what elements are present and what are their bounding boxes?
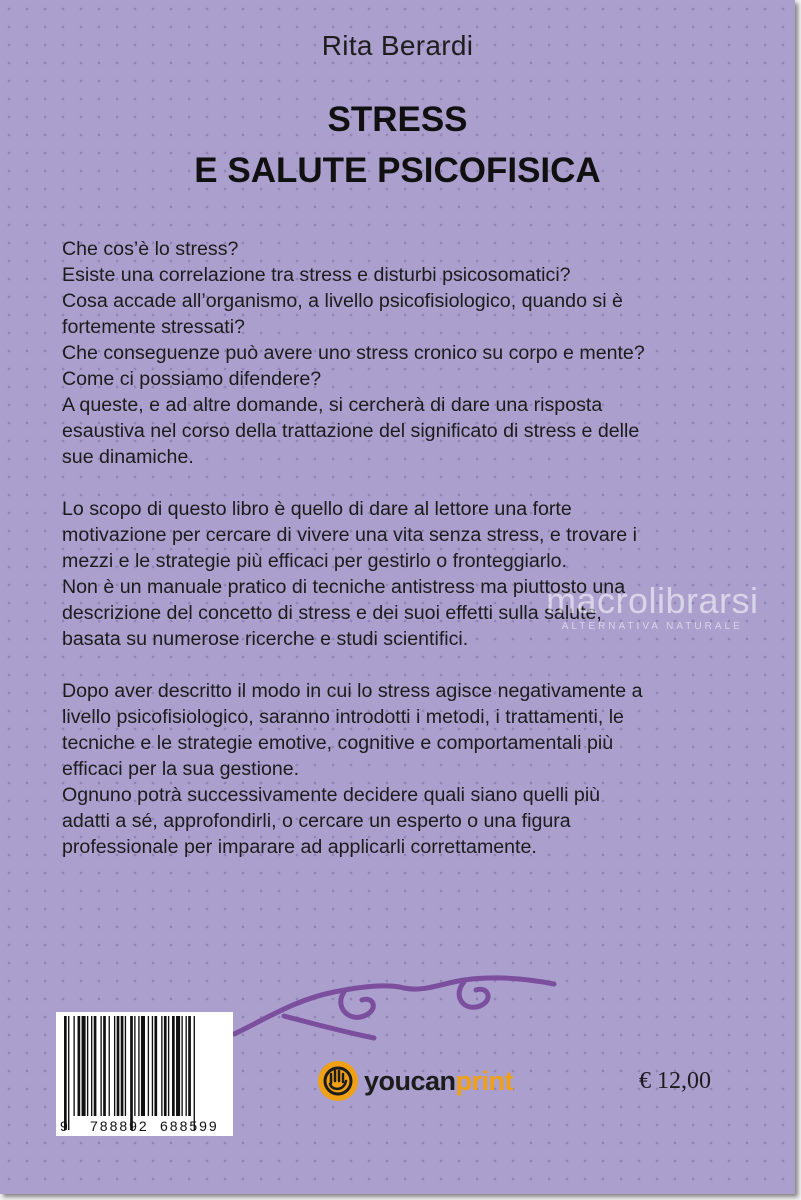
barcode-digit-group-3: 688599 bbox=[160, 1118, 219, 1134]
barcode-bar bbox=[134, 1016, 135, 1116]
barcode-bar bbox=[164, 1016, 167, 1116]
text-line: esaustiva nel corso della trattazione del significato di stress e delle bbox=[62, 420, 640, 442]
barcode-bar bbox=[117, 1016, 120, 1116]
barcode-bar bbox=[68, 1016, 69, 1130]
barcode-bar bbox=[100, 1016, 101, 1116]
text-line: efficaci per la sua gestione. bbox=[62, 758, 300, 780]
barcode-digit-group-2: 788892 bbox=[90, 1118, 149, 1134]
barcode-bar bbox=[121, 1016, 124, 1116]
barcode-bar bbox=[78, 1016, 81, 1116]
publisher-logo bbox=[316, 1059, 513, 1103]
isbn-barcode bbox=[56, 1012, 233, 1136]
blurb-paragraph-1 bbox=[62, 236, 762, 470]
barcode-bar bbox=[141, 1016, 145, 1116]
barcode-digit-group-1: 9 bbox=[60, 1118, 68, 1134]
barcode-bar bbox=[154, 1016, 157, 1116]
hand-circle-icon bbox=[316, 1059, 360, 1103]
barcode-bar bbox=[103, 1016, 106, 1116]
text-line: Che conseguenze può avere uno stress cronico su corpo e mente? bbox=[62, 342, 645, 364]
text-line: Che cos’è lo stress? bbox=[62, 238, 239, 260]
text-line: fortemente stressati? bbox=[62, 316, 245, 338]
publisher-name bbox=[364, 1059, 513, 1103]
text-line: Esiste una correlazione tra stress e disturbi psicosomatici? bbox=[62, 264, 571, 286]
text-line: tecniche e le strategie emotive, cognitive e comportamentali più bbox=[62, 732, 614, 754]
barcode-bar bbox=[91, 1016, 92, 1116]
barcode-bar bbox=[181, 1016, 182, 1116]
barcode-digits bbox=[56, 1116, 233, 1134]
watermark-main: macrolibrarsi bbox=[546, 580, 759, 621]
barcode-bar bbox=[109, 1016, 110, 1116]
barcode-bar bbox=[130, 1016, 133, 1130]
text-line: motivazione per cercare di vivere una vita senza stress, e trovare i bbox=[62, 524, 638, 546]
barcode-bar bbox=[161, 1016, 162, 1116]
text-line: Dopo aver descritto il modo in cui lo stress agisce negativamente a bbox=[62, 680, 643, 702]
text-line: Come ci possiamo difendere? bbox=[62, 368, 322, 390]
text-line: Ognuno potrà successivamente decidere quali siano quelli più bbox=[62, 784, 601, 806]
barcode-bar bbox=[172, 1016, 175, 1116]
barcode-bar bbox=[194, 1016, 195, 1130]
publisher-name-part2: print bbox=[455, 1066, 514, 1096]
blurb-paragraph-3 bbox=[62, 678, 762, 860]
text-line: adatti a sé, approfondirli, o cercare un esperto o una figura bbox=[62, 810, 571, 832]
watermark-sub: ALTERNATIVA NATURALE bbox=[561, 621, 743, 632]
barcode-bar bbox=[152, 1016, 153, 1116]
barcode-bar bbox=[114, 1016, 115, 1116]
book-title bbox=[0, 94, 795, 196]
barcode-bar bbox=[94, 1016, 97, 1116]
author-name: Rita Berardi bbox=[321, 30, 474, 61]
watermark bbox=[546, 580, 759, 632]
barcode-bar bbox=[73, 1016, 74, 1116]
barcode-bar bbox=[186, 1016, 187, 1116]
barcode-bar bbox=[168, 1016, 169, 1116]
text-line: basata su numerose ricerche e studi scientifici. bbox=[62, 628, 469, 650]
barcode-bar bbox=[64, 1016, 67, 1130]
title-line-2: E SALUTE PSICOFISICA bbox=[194, 151, 601, 190]
barcode-bar bbox=[176, 1016, 180, 1116]
barcode-bar bbox=[82, 1016, 86, 1116]
flourish-ornament bbox=[224, 972, 564, 1052]
title-line-1: STRESS bbox=[327, 100, 468, 139]
barcode-bar bbox=[87, 1016, 88, 1116]
text-line: livello psicofisiologico, saranno introdotti i metodi, i trattamenti, le bbox=[62, 706, 624, 728]
publisher-name-part1: youcan bbox=[364, 1066, 456, 1096]
barcode-bar bbox=[138, 1016, 139, 1116]
text-line: professionale per imparare ad applicarli correttamente. bbox=[62, 836, 537, 858]
text-line: Cosa accade all’organismo, a livello psicofisiologico, quando si è bbox=[62, 290, 623, 312]
text-line: mezzi e le strategie più efficaci per gestirlo o fronteggiarlo. bbox=[62, 550, 567, 572]
price: € 12,00 bbox=[639, 1068, 711, 1094]
text-line: A queste, e ad altre domande, si cercherà di dare una risposta bbox=[62, 394, 603, 416]
text-line: sue dinamiche. bbox=[62, 446, 194, 468]
text-line: Non è un manuale pratico di tecniche antistress ma piuttosto una bbox=[62, 576, 626, 598]
text-line: descrizione del concetto di stress e dei suoi effetti sulla salute, bbox=[62, 602, 602, 624]
barcode-bar bbox=[188, 1016, 191, 1116]
text-line: Lo scopo di questo libro è quello di dare al lettore una forte bbox=[62, 498, 572, 520]
barcode-bar bbox=[148, 1016, 149, 1116]
blurb-text bbox=[62, 236, 762, 886]
barcode-bar bbox=[125, 1016, 126, 1116]
